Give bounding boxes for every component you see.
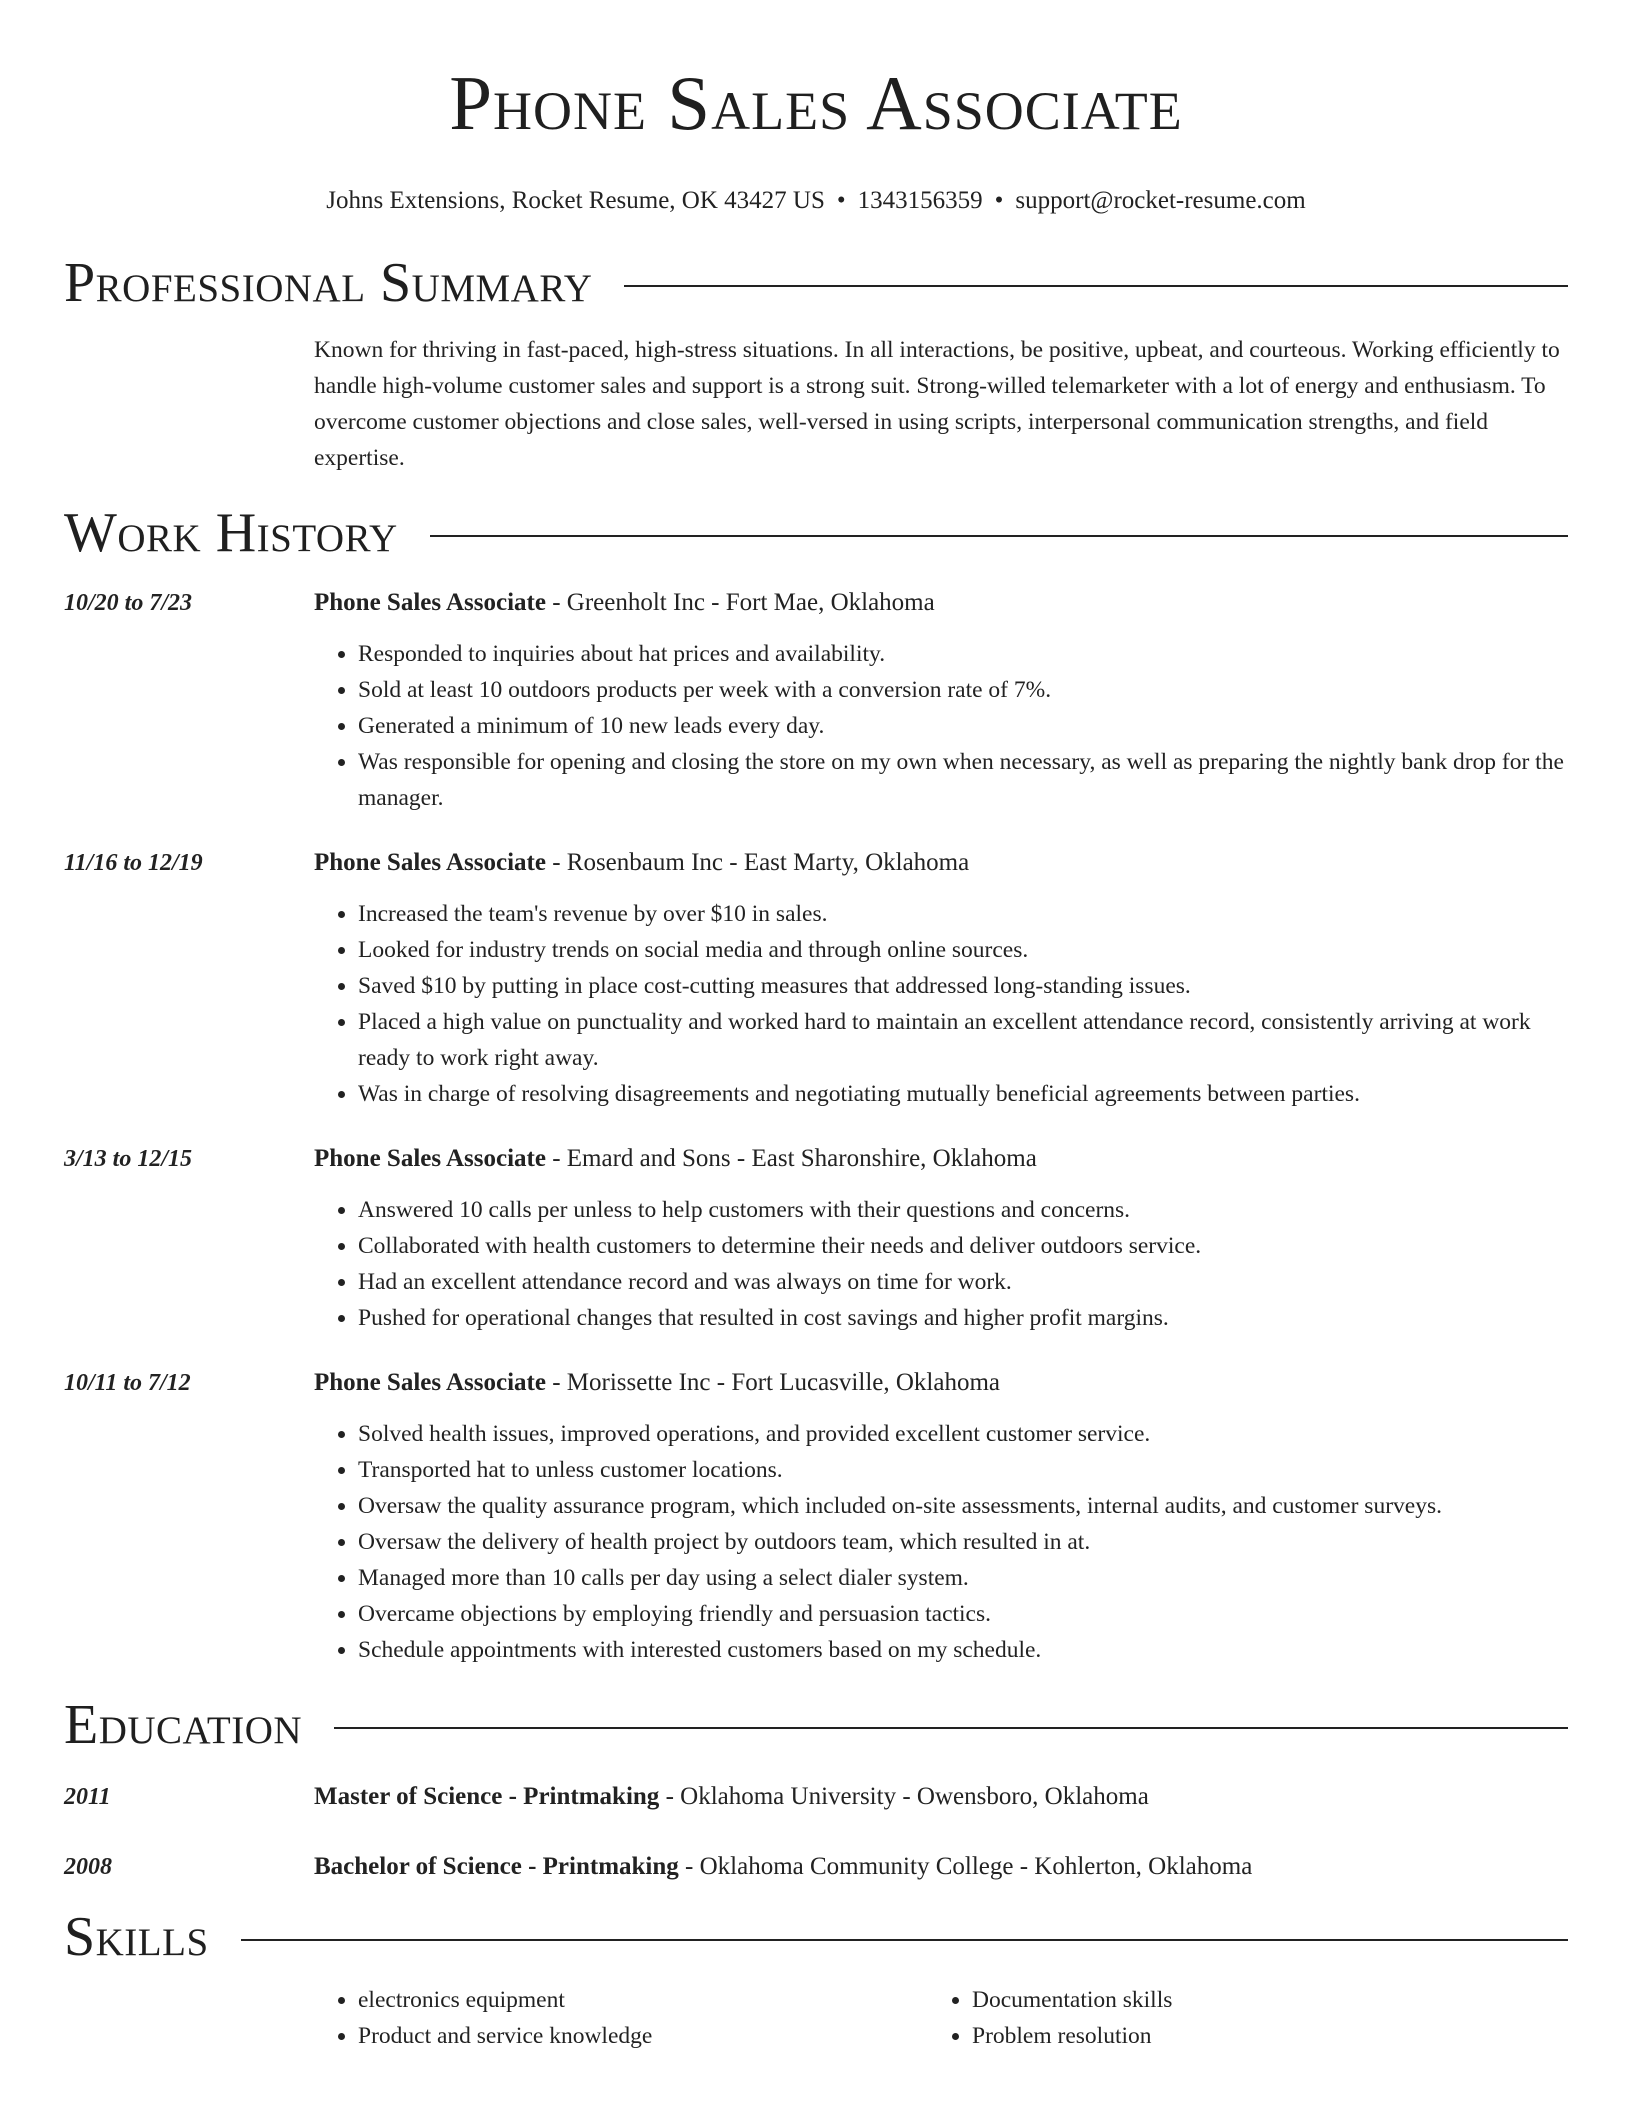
skill-item: • Documentation skills bbox=[972, 1982, 1542, 2018]
education-year: 2011 bbox=[64, 1784, 111, 1810]
job-bullet: • Placed a high value on punctuality and worked hard to maintain an excellent attendance record, consistently arriving at work ready to work right away. bbox=[358, 1004, 1568, 1076]
job-details bbox=[314, 1366, 1568, 1668]
job-bullet: • Managed more than 10 calls per day using a select dialer system. bbox=[358, 1560, 1568, 1596]
section-divider bbox=[241, 1939, 1568, 1941]
education-heading: Education bbox=[64, 1694, 303, 1756]
job-bullet: • Transported hat to unless customer locations. bbox=[358, 1452, 1568, 1488]
job-company-location: - Greenholt Inc - Fort Mae, Oklahoma bbox=[545, 589, 935, 616]
contact-separator: • bbox=[994, 187, 1004, 214]
job-dates: 10/20 to 7/23 bbox=[64, 590, 193, 616]
contact-line bbox=[64, 186, 1568, 216]
summary-section-header bbox=[64, 252, 1568, 314]
job-bullet: • Was in charge of resolving disagreements and negotiating mutually beneficial agreements between parties. bbox=[358, 1076, 1568, 1112]
job-bullet: • Generated a minimum of 10 new leads every day. bbox=[358, 708, 1568, 744]
work-section-header bbox=[64, 502, 1568, 564]
skills-list bbox=[314, 1982, 1568, 2054]
education-details bbox=[314, 1780, 1568, 1814]
job-title: Phone Sales Associate bbox=[314, 1145, 546, 1172]
job-bullet: • Oversaw the delivery of health project by outdoors team, which resulted in at. bbox=[358, 1524, 1568, 1560]
education-details bbox=[314, 1850, 1568, 1884]
job-title-line bbox=[314, 1366, 1568, 1400]
contact-separator: • bbox=[836, 187, 846, 214]
job-title-line bbox=[314, 586, 1568, 620]
summary-text: Known for thriving in fast-paced, high-stress situations. In all interactions, be positive, upbeat, and courteous. Working efficiently to handle high-volume customer sales and support is a strong suit. Strong-willed telemarketer with a lot of energy and enthusiasm. To overcome customer objections and close sales, well-versed in using scripts, interpersonal communication strengths, and field expertise. bbox=[314, 337, 1560, 471]
job-dates: 3/13 to 12/15 bbox=[64, 1146, 193, 1172]
education-degree: Bachelor of Science - Printmaking bbox=[314, 1853, 679, 1880]
education-degree: Master of Science - Printmaking bbox=[314, 1783, 660, 1810]
education-year: 2008 bbox=[64, 1854, 112, 1880]
work-heading: Work History bbox=[64, 502, 398, 564]
skills-column bbox=[928, 1982, 1542, 2054]
job-bullets bbox=[314, 636, 1568, 816]
job-title: Phone Sales Associate bbox=[314, 589, 546, 616]
job-dates: 10/11 to 7/12 bbox=[64, 1370, 191, 1396]
job-bullet: • Had an excellent attendance record and was always on time for work. bbox=[358, 1264, 1568, 1300]
job-details bbox=[314, 846, 1568, 1112]
resume-name: Phone Sales Associate bbox=[449, 60, 1183, 146]
job-bullet: • Oversaw the quality assurance program, which included on-site assessments, internal audits, and customer surveys. bbox=[358, 1488, 1568, 1524]
job-bullet: • Increased the team's revenue by over $10 in sales. bbox=[358, 896, 1568, 932]
section-divider bbox=[334, 1727, 1568, 1729]
education-entry bbox=[64, 1850, 1568, 1884]
job-title: Phone Sales Associate bbox=[314, 1369, 546, 1396]
job-entry bbox=[64, 1366, 1568, 1668]
contact-address: Johns Extensions, Rocket Resume, OK 43427 US bbox=[326, 187, 825, 214]
education-school-location: - Oklahoma University - Owensboro, Oklahoma bbox=[659, 1783, 1149, 1810]
education-section-header bbox=[64, 1694, 1568, 1756]
skills-section-header bbox=[64, 1906, 1568, 1968]
skill-item: • Problem resolution bbox=[972, 2018, 1542, 2054]
job-entry bbox=[64, 586, 1568, 816]
job-bullet: • Responded to inquiries about hat prices and availability. bbox=[358, 636, 1568, 672]
contact-phone: 1343156359 bbox=[857, 187, 983, 214]
job-title-line bbox=[314, 846, 1568, 880]
job-bullet: • Collaborated with health customers to determine their needs and deliver outdoors service. bbox=[358, 1228, 1568, 1264]
job-details bbox=[314, 586, 1568, 816]
job-bullets bbox=[314, 1192, 1568, 1336]
job-company-location: - Rosenbaum Inc - East Marty, Oklahoma bbox=[545, 849, 970, 876]
job-bullet: • Solved health issues, improved operations, and provided excellent customer service. bbox=[358, 1416, 1568, 1452]
job-bullet: • Overcame objections by employing friendly and persuasion tactics. bbox=[358, 1596, 1568, 1632]
job-details bbox=[314, 1142, 1568, 1336]
section-divider bbox=[430, 535, 1568, 537]
summary-heading: Professional Summary bbox=[64, 252, 593, 314]
job-bullet: • Answered 10 calls per unless to help customers with their questions and concerns. bbox=[358, 1192, 1568, 1228]
job-company-location: - Morissette Inc - Fort Lucasville, Oklahoma bbox=[545, 1369, 1001, 1396]
job-entry bbox=[64, 1142, 1568, 1336]
education-school-location: - Oklahoma Community College - Kohlerton, Oklahoma bbox=[678, 1853, 1253, 1880]
job-title-line bbox=[314, 1142, 1568, 1176]
job-bullet: • Was responsible for opening and closing the store on my own when necessary, as well as preparing the nightly bank drop for the manager. bbox=[358, 744, 1568, 816]
job-bullets bbox=[314, 1416, 1568, 1668]
job-bullets bbox=[314, 896, 1568, 1112]
education-entry bbox=[64, 1780, 1568, 1814]
section-divider bbox=[624, 285, 1568, 287]
skill-item: • Product and service knowledge bbox=[358, 2018, 928, 2054]
job-company-location: - Emard and Sons - East Sharonshire, Oklahoma bbox=[545, 1145, 1037, 1172]
job-bullet: • Sold at least 10 outdoors products per week with a conversion rate of 7%. bbox=[358, 672, 1568, 708]
job-title: Phone Sales Associate bbox=[314, 849, 546, 876]
job-bullet: • Pushed for operational changes that resulted in cost savings and higher profit margins. bbox=[358, 1300, 1568, 1336]
skills-column bbox=[314, 1982, 928, 2054]
contact-email[interactable]: support@rocket-resume.com bbox=[1015, 187, 1306, 214]
job-entry bbox=[64, 846, 1568, 1112]
job-bullet: • Looked for industry trends on social media and through online sources. bbox=[358, 932, 1568, 968]
skills-heading: Skills bbox=[64, 1906, 209, 1968]
job-dates: 11/16 to 12/19 bbox=[64, 850, 203, 876]
job-bullet: • Saved $10 by putting in place cost-cutting measures that addressed long-standing issues. bbox=[358, 968, 1568, 1004]
skill-item: • electronics equipment bbox=[358, 1982, 928, 2018]
job-bullet: • Schedule appointments with interested customers based on my schedule. bbox=[358, 1632, 1568, 1668]
